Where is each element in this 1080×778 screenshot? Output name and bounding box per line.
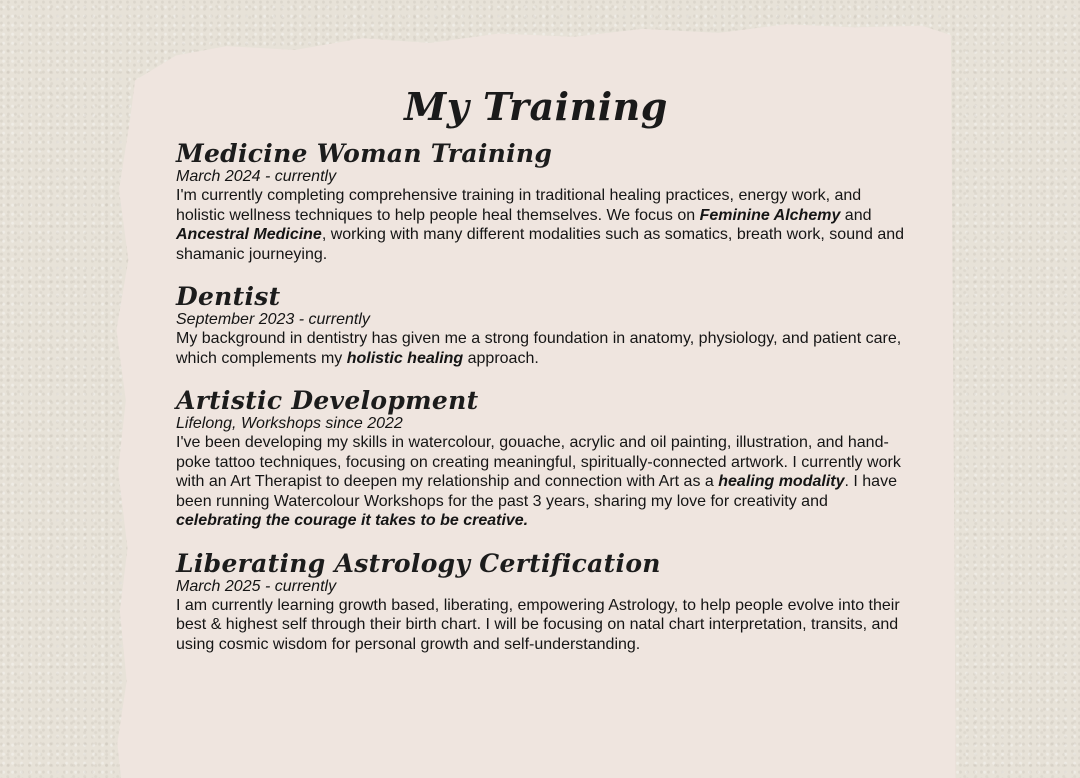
section-title: Artistic Development [176, 386, 479, 415]
section-body [176, 433, 906, 531]
body-text: My background in dentistry has given me a strong foundation in anatomy, physiology, and patient care, which complements my [176, 330, 902, 367]
section-body [176, 186, 906, 264]
section-title: Liberating Astrology Certification [176, 548, 661, 578]
section-title: Medicine Woman Training [176, 139, 553, 168]
page-title: My Training [404, 84, 668, 129]
section-date: March 2024 - currently [176, 168, 337, 185]
body-emphasis: holistic healing [346, 349, 464, 367]
body-emphasis: healing modality [718, 473, 845, 490]
body-emphasis: Ancestral Medicine [176, 226, 322, 243]
training-content [176, 84, 906, 674]
body-text: I've been developing my skills in watercolour, gouache, acrylic and oil painting, illustration, and hand-poke tattoo techniques, focusing on creating meaningful, spiritually-connected artwork. I currently work with an Art Therapist to deepen my relationship and connection with Art as a [176, 434, 901, 490]
section-date: September 2023 - currently [176, 311, 370, 328]
training-section [176, 141, 906, 264]
section-date: March 2025 - currently [176, 577, 337, 595]
training-section [176, 284, 906, 368]
section-date: Lifelong, Workshops since 2022 [176, 415, 403, 432]
body-text: I'm currently completing comprehensive training in traditional healing practices, energy work, and holistic wellness techniques to help people heal themselves. We focus on [176, 187, 862, 224]
body-text: . I have been running Watercolour Workshops for the past 3 years, sharing my love for creativity and [176, 473, 897, 510]
body-text: I am currently learning growth based, liberating, empowering Astrology, to help people evolve into their best & highest self through their birth chart. I will be focusing on natal chart interpretation, transits, and using cosmic wisdom for personal growth and self-understanding. [176, 596, 900, 653]
body-emphasis: celebrating the courage it takes to be creative. [176, 512, 529, 529]
section-body [176, 596, 906, 655]
section-body [176, 329, 906, 368]
training-section [176, 388, 906, 531]
body-text: approach. [463, 349, 539, 367]
body-text: and [840, 206, 872, 224]
training-section [176, 548, 906, 655]
body-emphasis: Feminine Alchemy [699, 206, 841, 224]
body-text: , working with many different modalities such as somatics, breath work, sound and shamanic journeying. [176, 226, 905, 263]
section-title: Dentist [176, 282, 281, 311]
